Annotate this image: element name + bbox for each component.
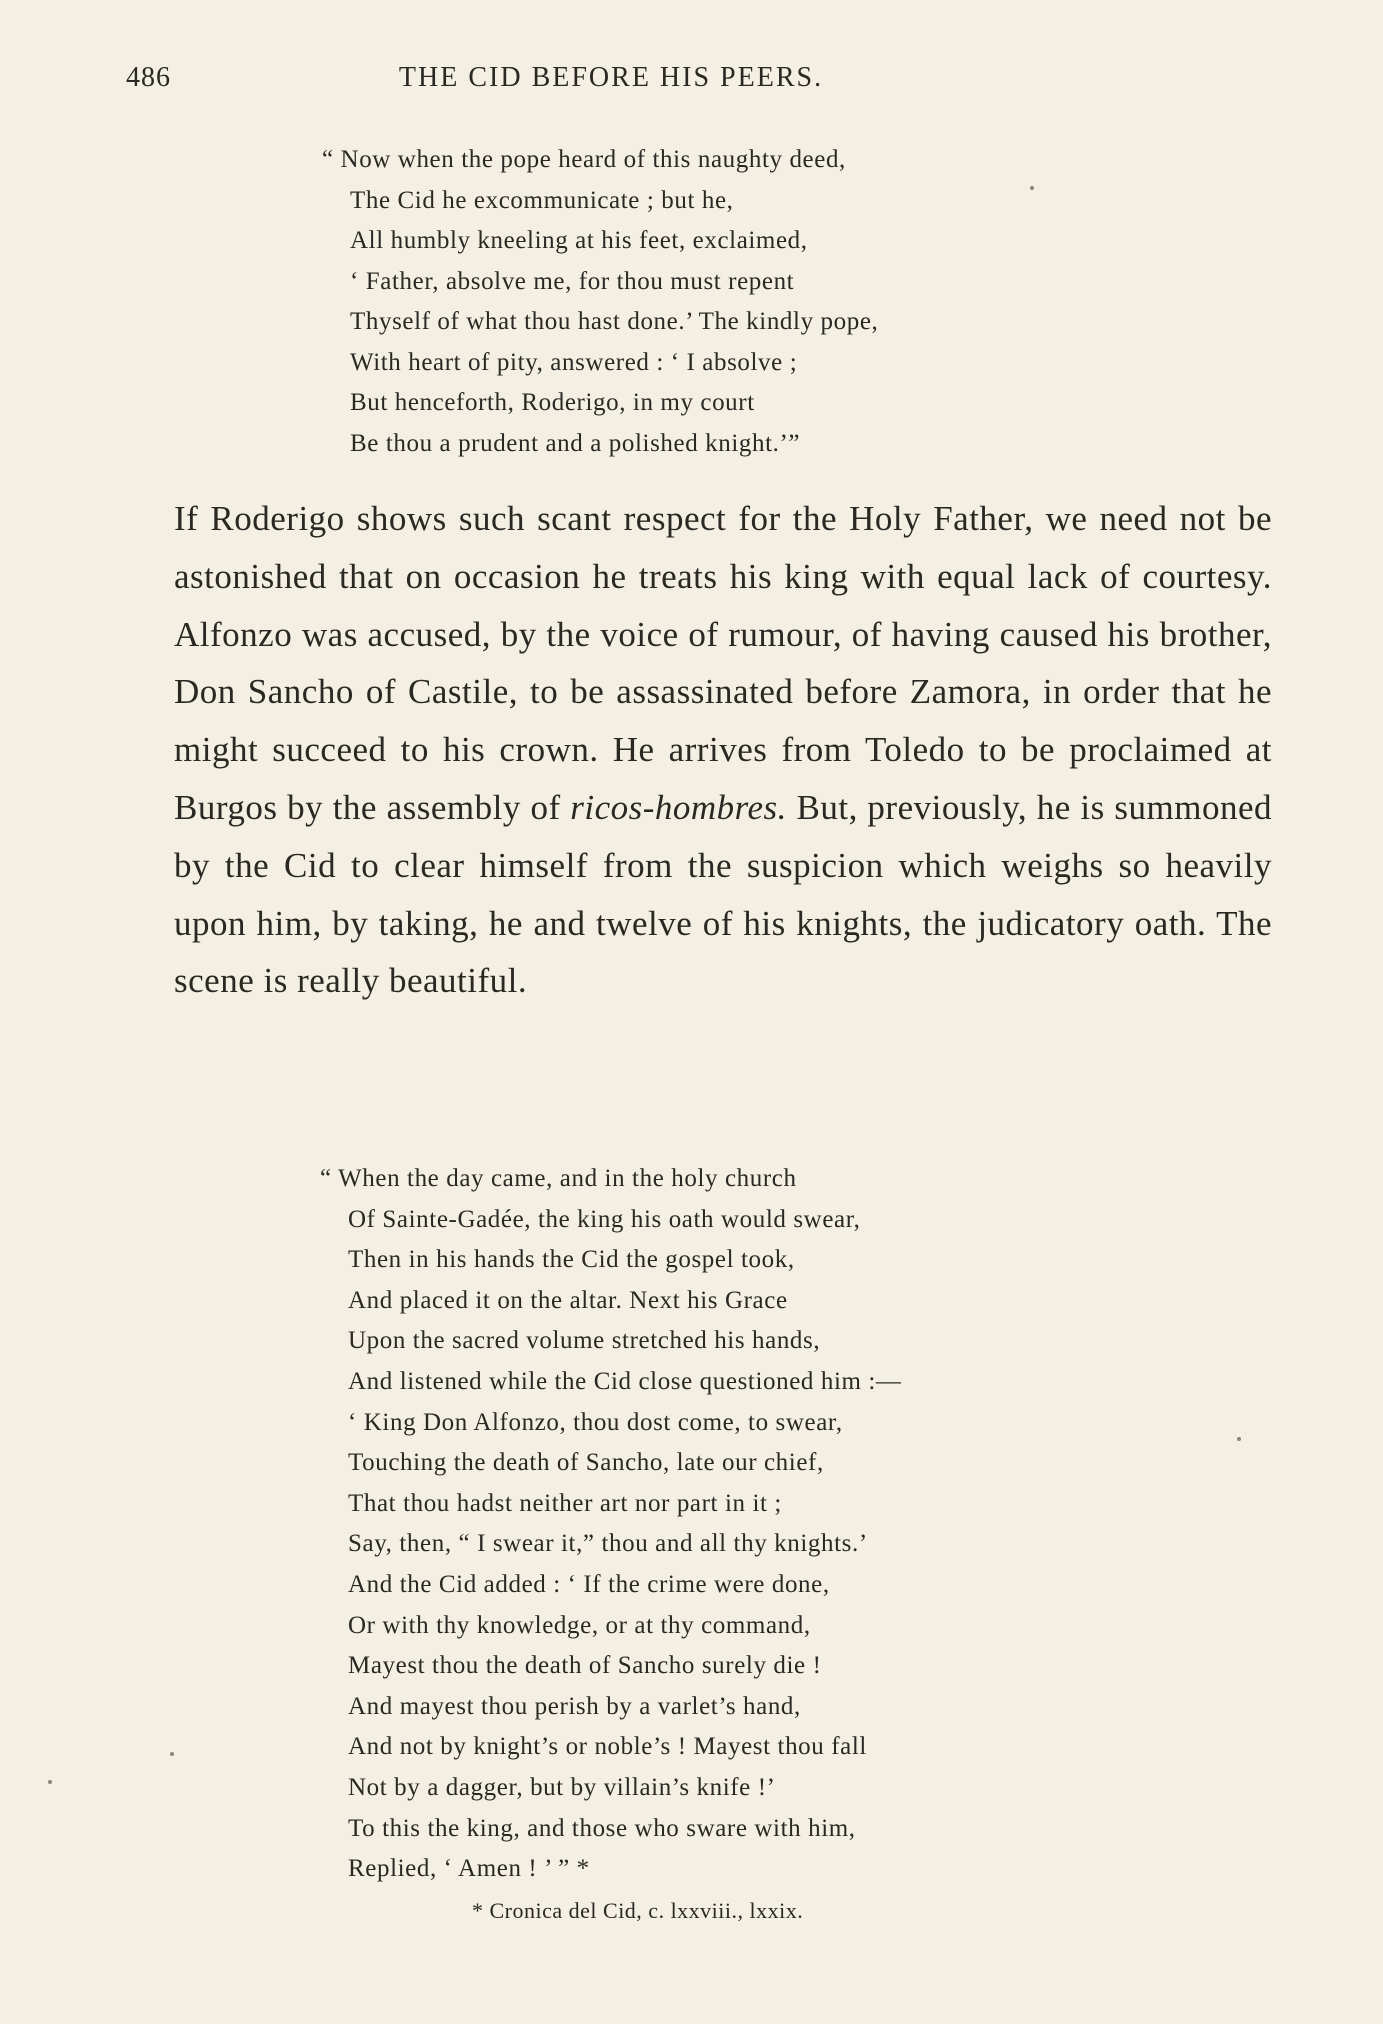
verse-line: That thou hadst neither art nor part in it ;	[348, 1489, 782, 1517]
paper-speck	[1237, 1437, 1241, 1441]
running-head	[126, 62, 1276, 102]
body-paragraph	[174, 490, 1272, 1010]
verse-line: And placed it on the altar. Next his Grace	[348, 1286, 788, 1314]
verse-quotation-oath	[320, 1159, 902, 1890]
footnote: * Cronica del Cid, c. lxxviii., lxxix.	[472, 1898, 804, 1923]
verse-line: Not by a dagger, but by villain’s knife !’	[348, 1773, 776, 1801]
verse-line: “ Now when the pope heard of this naughty deed,	[322, 146, 846, 173]
italic-term: ricos-hombres.	[570, 787, 787, 827]
verse-line: And not by knight’s or noble’s ! Mayest thou fall	[348, 1733, 867, 1761]
verse-line: Then in his hands the Cid the gospel took,	[348, 1246, 795, 1274]
page-number: 486	[126, 62, 171, 93]
verse-line: Thyself of what thou hast done.’ The kindly pope,	[350, 308, 879, 335]
verse-line: Or with thy knowledge, or at thy command,	[348, 1611, 811, 1639]
running-title: THE CID BEFORE HIS PEERS.	[398, 62, 824, 93]
verse-line: Upon the sacred volume stretched his hands,	[348, 1327, 821, 1355]
verse-line: Say, then, “ I swear it,” thou and all thy knights.’	[348, 1530, 868, 1558]
verse-line: The Cid he excommunicate ; but he,	[350, 186, 734, 214]
verse-line: Of Sainte-Gadée, the king his oath would swear,	[348, 1205, 861, 1233]
verse-line: But henceforth, Roderigo, in my court	[350, 389, 755, 416]
verse-line: ‘ Father, absolve me, for thou must repent	[350, 267, 795, 295]
verse-line: And mayest thou perish by a varlet’s hand,	[348, 1692, 801, 1720]
verse-line: Mayest thou the death of Sancho surely die !	[348, 1652, 822, 1680]
verse-line: Be thou a prudent and a polished knight.’”	[350, 429, 801, 457]
verse-line: “ When the day came, and in the holy church	[320, 1165, 797, 1192]
verse-line: And the Cid added : ‘ If the crime were done,	[348, 1570, 830, 1598]
paper-speck	[48, 1780, 52, 1784]
paper-speck	[1030, 186, 1034, 190]
verse-line: To this the king, and those who sware with him,	[348, 1814, 856, 1842]
verse-line: With heart of pity, answered : ‘ I absolve ;	[350, 348, 798, 376]
verse-line: Replied, ‘ Amen ! ’ ” *	[348, 1855, 590, 1883]
verse-line: Touching the death of Sancho, late our chief,	[348, 1449, 824, 1477]
verse-line: ‘ King Don Alfonzo, thou dost come, to swear,	[348, 1408, 843, 1436]
verse-line: And listened while the Cid close questioned him :—	[348, 1367, 902, 1395]
paragraph-text: If Roderigo shows such scant respect for the Holy Father, we need not be astonished that on occasion he treats his king with equal lack of courtesy. Alfonzo was accused, by the voice of rumour, of having caused his brother, Don Sancho of Castile, to be assassinated before Zamora, in order that he might succeed to his crown. He arrives from Toledo to be proclaimed at Burgos by the assembly of	[174, 499, 1272, 827]
verse-line: All humbly kneeling at his feet, exclaimed,	[350, 227, 808, 254]
verse-quotation-pope	[322, 140, 879, 464]
paper-speck	[170, 1752, 174, 1756]
paragraph-text-continued: But, previously, he is summoned by the Cid to clear himself from the suspicion which weighs so heavily upon him, by taking, he and twelve of his knights, the judicatory oath. The scene is really beautiful.	[174, 787, 1272, 1001]
